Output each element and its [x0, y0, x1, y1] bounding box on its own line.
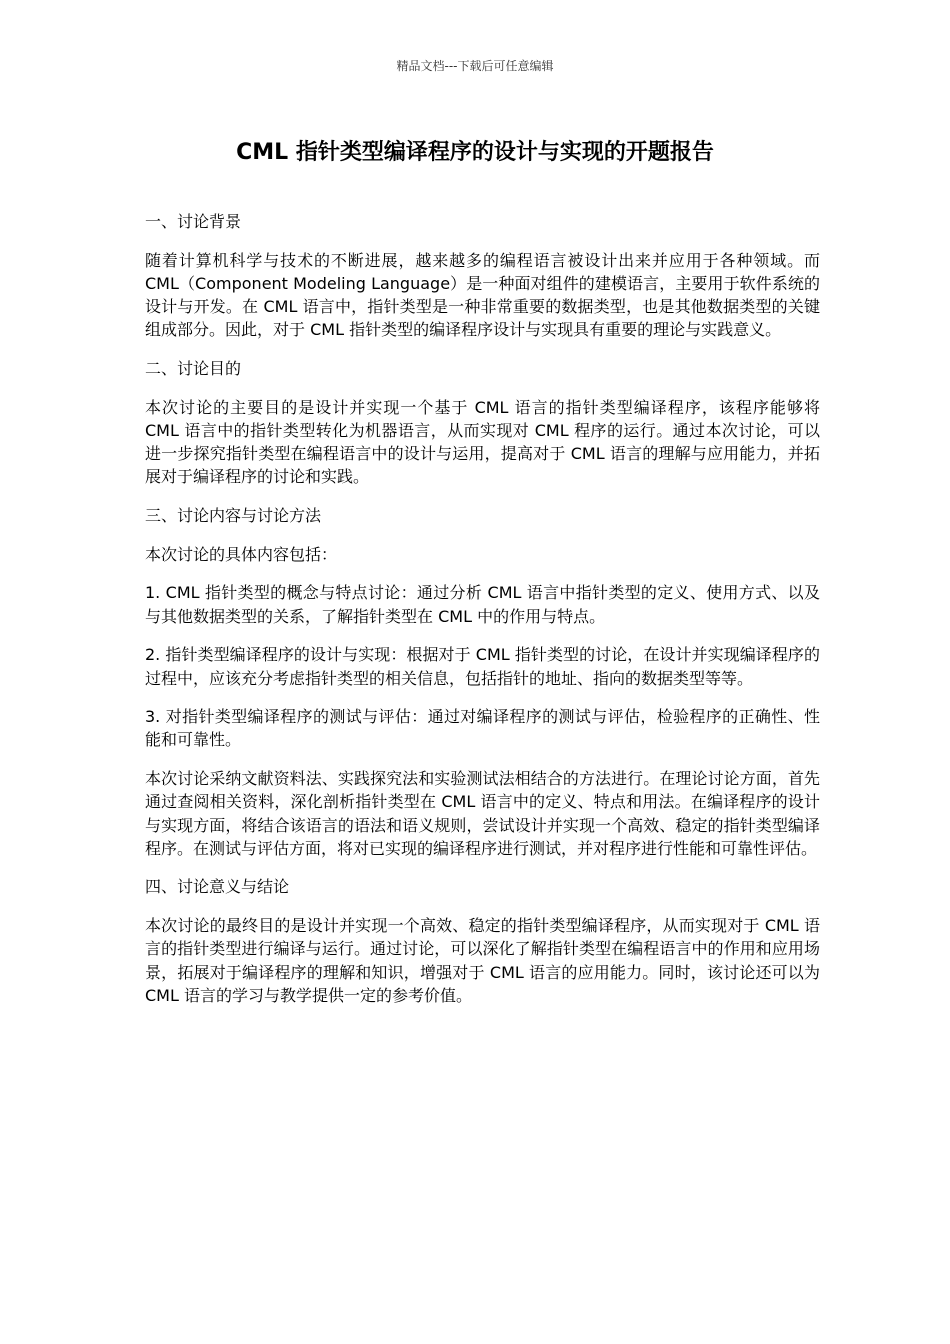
- document-body: [145, 210, 820, 1007]
- section-heading-significance: 四、讨论意义与结论: [145, 877, 290, 897]
- document-title: CML 指针类型编译程序的设计与实现的开题报告: [236, 140, 714, 165]
- page-header: 精品文档---下载后可任意编辑: [396, 59, 554, 73]
- content-item-3: 3. 对指针类型编译程序的测试与评估：通过对编译程序的测试与评估，检验程序的正确性、性能和可靠性。: [145, 707, 820, 750]
- purpose-paragraph: 本次讨论的主要目的是设计并实现一个基于 CML 语言的指针类型编译程序，该程序能够将 CML 语言中的指针类型转化为机器语言，从而实现对 CML 程序的运行。通过本次讨论，可以进一步探究指针类型在编程语言中的设计与运用，提高对于 CML 语言的理解与应用能力，并拓展对于编译程序的讨论和实践。: [145, 397, 820, 487]
- content-intro: 本次讨论的具体内容包括：: [145, 544, 338, 564]
- background-paragraph: 随着计算机科学与技术的不断进展，越来越多的编程语言被设计出来并应用于各种领域。而 CML（Component Modeling Language）是一种面对组件的建模语言，主要用于软件系统的设计与开发。在 CML 语言中，指针类型是一种非常重要的数据类型，也是其他数据类型的关键组成部分。因此，对于 CML 指针类型的编译程序设计与实现具有重要的理论与实践意义。: [145, 250, 820, 340]
- content-item-1: 1. CML 指针类型的概念与特点讨论：通过分析 CML 语言中指针类型的定义、使用方式、以及与其他数据类型的关系，了解指针类型在 CML 中的作用与特点。: [145, 583, 820, 626]
- section-heading-content-methods: 三、讨论内容与讨论方法: [145, 506, 322, 526]
- content-item-2: 2. 指针类型编译程序的设计与实现：根据对于 CML 指针类型的讨论，在设计并实现编译程序的过程中，应该充分考虑指针类型的相关信息，包括指针的地址、指向的数据类型等等。: [145, 645, 820, 688]
- section-heading-purpose: 二、讨论目的: [145, 359, 242, 379]
- section-heading-background: 一、讨论背景: [145, 212, 242, 231]
- methods-paragraph: 本次讨论采纳文献资料法、实践探究法和实验测试法相结合的方法进行。在理论讨论方面，首先通过查阅相关资料，深化剖析指针类型在 CML 语言中的定义、特点和用法。在编译程序的设计与实现方面，将结合该语言的语法和语义规则，尝试设计并实现一个高效、稳定的指针类型编译程序。在测试与评估方面，将对已实现的编译程序进行测试，并对程序进行性能和可靠性评估。: [145, 769, 820, 858]
- significance-paragraph: 本次讨论的最终目的是设计并实现一个高效、稳定的指针类型编译程序，从而实现对于 CML 语言的指针类型进行编译与运行。通过讨论，可以深化了解指针类型在编程语言中的作用和应用场景，拓展对于编译程序的理解和知识，增强对于 CML 语言的应用能力。同时，该讨论还可以为 CML 语言的学习与教学提供一定的参考价值。: [145, 916, 820, 1005]
